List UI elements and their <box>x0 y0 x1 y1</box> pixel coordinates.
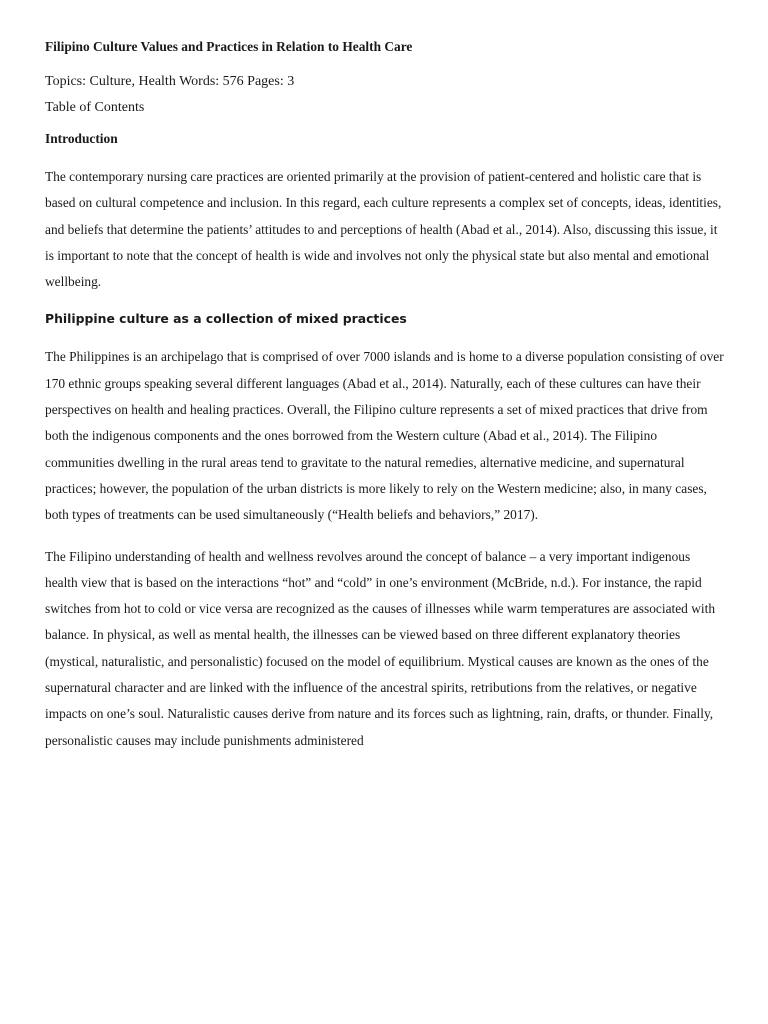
section-heading-mixed-practices: Philippine culture as a collection of mixed practices <box>45 311 407 327</box>
introduction-paragraph: The contemporary nursing care practices are oriented primarily at the provision of patient-centered and holistic care that is based on cultural competence and inclusion. In this regard, each culture represents a complex set of concepts, ideas, identities, and beliefs that determine the patients’ attitudes to and perceptions of health (Abad et al., 2014). Also, discussing this issue, it is important to note that the concept of health is wide and involves not only the physical state but also mental and emotional wellbeing. <box>45 169 722 290</box>
mixed-practices-paragraph-2: The Filipino understanding of health and wellness revolves around the concept of balance – a very important indigenous health view that is based on the interactions “hot” and “cold” in one’s environment (McBride, n.d.). For instance, the rapid switches from hot to cold or vice versa are recognized as the causes of illnesses while warm temperatures are associated with balance. In physical, as well as mental health, the illnesses can be viewed based on three different explanatory theories (mystical, naturalistic, and personalistic) focused on the model of equilibrium. Mystical causes are known as the ones of the supernatural character and are linked with the influence of the ancestral spirits, retributions from the relatives, or negative impacts on one’s soul. Naturalistic causes derive from nature and its forces such as lightning, rain, drafts, or thunder. Finally, personalistic causes may include punishments administered <box>45 548 716 748</box>
table-of-contents-label: Table of Contents <box>45 100 145 115</box>
document-meta: Topics: Culture, Health Words: 576 Pages: 3 <box>45 74 295 89</box>
section-heading-introduction: Introduction <box>45 131 118 146</box>
document-title: Filipino Culture Values and Practices in Relation to Health Care <box>45 39 413 54</box>
mixed-practices-paragraph-1: The Philippines is an archipelago that is comprised of over 7000 islands and is home to a diverse population consisting of over 170 ethnic groups speaking several different languages (Abad et al., 2014). Naturally, each of these cultures can have their perspectives on health and healing practices. Overall, the Filipino culture represents a set of mixed practices that drive from both the indigenous components and the ones borrowed from the Western culture (Abad et al., 2014). The Filipino communities dwelling in the rural areas tend to gravitate to the natural remedies, alternative medicine, and supernatural practices; however, the population of the urban districts is more likely to rely on the Western medicine; also, in many cases, both types of treatments can be used simultaneously (“Health beliefs and behaviors,” 2017). <box>45 349 724 523</box>
document-page <box>45 38 725 769</box>
